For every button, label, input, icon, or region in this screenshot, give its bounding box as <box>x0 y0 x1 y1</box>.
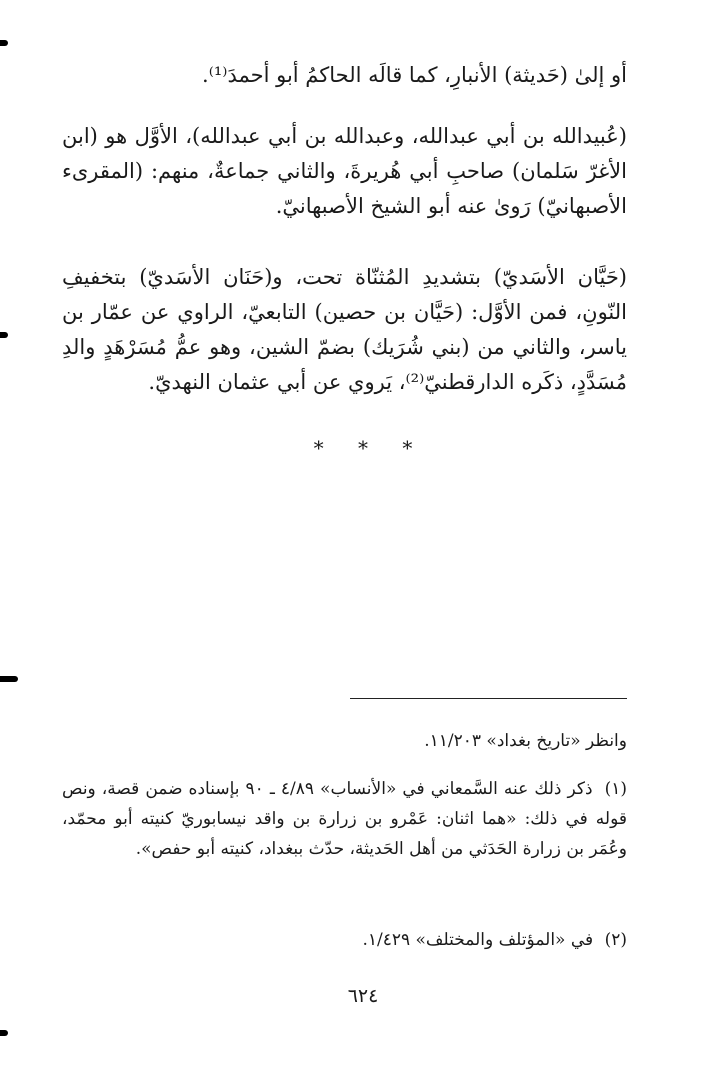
scan-edge-mark <box>0 40 8 46</box>
footnote-text: ذكر ذلك عنه السَّمعاني في «الأنساب» ٤/٨٩ ـ ٩٠ بإسناده ضمن قصة، ونص قوله في ذلك: «هما اثنان: عَمْرو بن زرارة بن واقد نيسابوريّ كنيته أبو محمّد، وعُمَر بن زرارة الحَدَثي من أهل الحَديثة، حدّث ببغداد، كنيته أبو حفص». <box>62 779 627 859</box>
section-separator <box>0 436 726 460</box>
footnote-marker: (٢) <box>604 930 627 950</box>
footnote-continuation <box>62 726 627 756</box>
body-paragraph-2 <box>62 119 627 224</box>
separator-star: * <box>402 436 413 460</box>
paragraph-text: (حَيَّان الأسَديّ) بتشديدِ المُثنّاة تحت، و(حَنَان الأسَديّ) بتخفيفِ النّونِ، فمن الأوَّل: (حَيَّان بن حصين) التابعيّ، الراوي عن عمّار بن ياسر، والثاني من (بني شُرَيك) بضمّ الشين، وهو عمُّ مُسَرْهَدٍ والدِ مُسَدَّدٍ، ذكَره الدارقطنيّ⁽²⁾، يَروي عن أبي عثمان النهديّ. <box>62 265 627 394</box>
body-paragraph-3 <box>62 260 627 400</box>
footnote-text: وانظر «تاريخ بغداد» ١١/٢٠٣. <box>424 731 627 751</box>
scan-edge-mark <box>0 1030 8 1036</box>
scan-edge-mark <box>0 676 18 682</box>
separator-star: * <box>358 436 368 460</box>
scan-edge-mark <box>0 332 8 338</box>
footnote-text: في «المؤتلف والمختلف» ١/٤٢٩. <box>362 930 594 950</box>
paragraph-text: (عُبيدالله بن أبي عبدالله، وعبدالله بن أبي عبدالله)، الأوَّل هو (ابن الأغرّ سَلمان) صاحبِ أبي هُريرةَ، والثاني جماعةٌ، منهم: (المقرىء الأصبهانيّ) رَوىٰ عنه أبو الشيخ الأصبهانيّ. <box>62 124 627 218</box>
page-number: ٦٢٤ <box>347 985 379 1007</box>
footnote-1 <box>62 774 627 864</box>
footnote-divider <box>350 698 627 699</box>
separator-star: * <box>313 436 324 460</box>
paragraph-text: أو إلىٰ (حَديثة) الأنبارِ، كما قالَه الحاكمُ أبو أحمدَ⁽¹⁾. <box>202 63 627 87</box>
footnote-2 <box>62 925 627 955</box>
footnote-marker: (١) <box>604 779 627 799</box>
body-paragraph-1 <box>62 58 627 93</box>
